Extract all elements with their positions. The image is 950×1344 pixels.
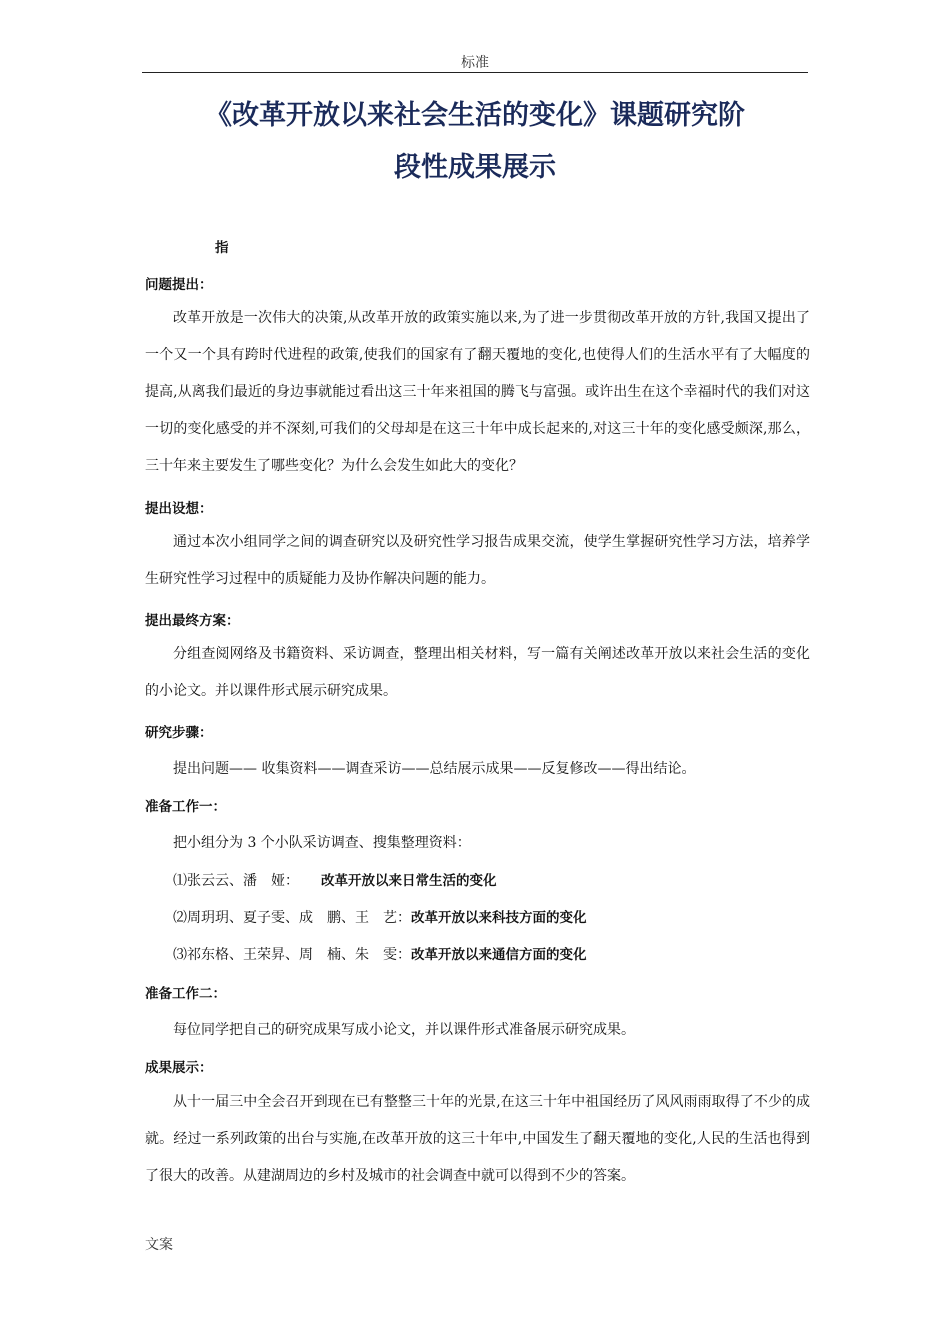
problem-paragraph: 改革开放是一次伟大的决策,从改革开放的政策实施以来,为了进一步贯彻改革开放的方针,我国又提出了一个又一个具有跨时代进程的政策,使我们的国家有了翻天覆地的变化,也使得人们的生活水平有了大幅度的提高,从离我们最近的身边事就能过看出这三十年来祖国的腾飞与富强。或许出生在这个幸福时代的我们对这一切的变化感受的并不深刻,可我们的父母却是在这三十年中成长起来的,对这三十年的变化感受颇深,那么，三十年来主要发生了哪些变化？为什么会发生如此大的变化？: [145, 310, 810, 474]
team-item-2: [173, 906, 587, 927]
hypothesis-paragraph: 通过本次小组同学之间的调查研究以及研究性学习报告成果交流，使学生掌握研究性学习方法，培养学生研究性学习过程中的质疑能力及协作解决问题的能力。: [145, 534, 810, 587]
prep2-heading: 准备工作二：: [145, 986, 226, 1002]
prep1-heading: 准备工作一：: [145, 799, 226, 815]
page-header: 标准: [461, 55, 489, 71]
steps-line: 提出问题—— 收集资料——调查采访——总结展示成果——反复修改——得出结论。: [173, 761, 696, 777]
header-rule: [142, 72, 808, 73]
team-topic: 改革开放以来科技方面的变化: [411, 910, 587, 926]
page-footer: 文案: [145, 1237, 173, 1253]
team-item-3: [173, 943, 587, 964]
results-paragraph: 从十一届三中全会召开到现在已有整整三十年的光景,在这三十年中祖国经历了风风雨雨取得了不少的成就。经过一系列政策的出台与实施,在改革开放的这三十年中,中国发生了翻天覆地的变化,人民的生活也得到了很大的改善。从建湖周边的乡村及城市的社会调查中就可以得到不少的答案。: [145, 1094, 810, 1184]
team-members: ⑴张云云、潘 娅：: [173, 873, 299, 889]
title-line-1: 《改革开放以来社会生活的变化》课题研究阶: [205, 100, 745, 131]
prep2-line: 每位同学把自己的研究成果写成小论文，并以课件形式准备展示研究成果。: [173, 1022, 635, 1038]
prep1-intro: 把小组分为 3 个小队采访调查、搜集整理资料：: [173, 835, 471, 851]
advisor-label: 指: [215, 240, 229, 256]
results-heading: 成果展示：: [145, 1060, 213, 1076]
document-title: [130, 90, 820, 194]
plan-heading: 提出最终方案：: [145, 613, 240, 629]
plan-paragraph: 分组查阅网络及书籍资料、采访调查，整理出相关材料，写一篇有关阐述改革开放以来社会生活的变化的小论文。并以课件形式展示研究成果。: [145, 646, 810, 699]
team-members: ⑵周玥玥、夏子雯、成 鹏、王 艺：: [173, 910, 411, 926]
steps-heading: 研究步骤：: [145, 725, 213, 741]
problem-heading: 问题提出：: [145, 277, 213, 293]
team-topic: 改革开放以来通信方面的变化: [411, 947, 587, 963]
team-members: ⑶祁东格、王荣昇、周 楠、朱 雯：: [173, 947, 411, 963]
team-item-1: [173, 869, 497, 890]
team-topic: 改革开放以来日常生活的变化: [321, 873, 497, 889]
title-line-2: 段性成果展示: [394, 152, 556, 183]
hypothesis-heading: 提出设想：: [145, 501, 213, 517]
